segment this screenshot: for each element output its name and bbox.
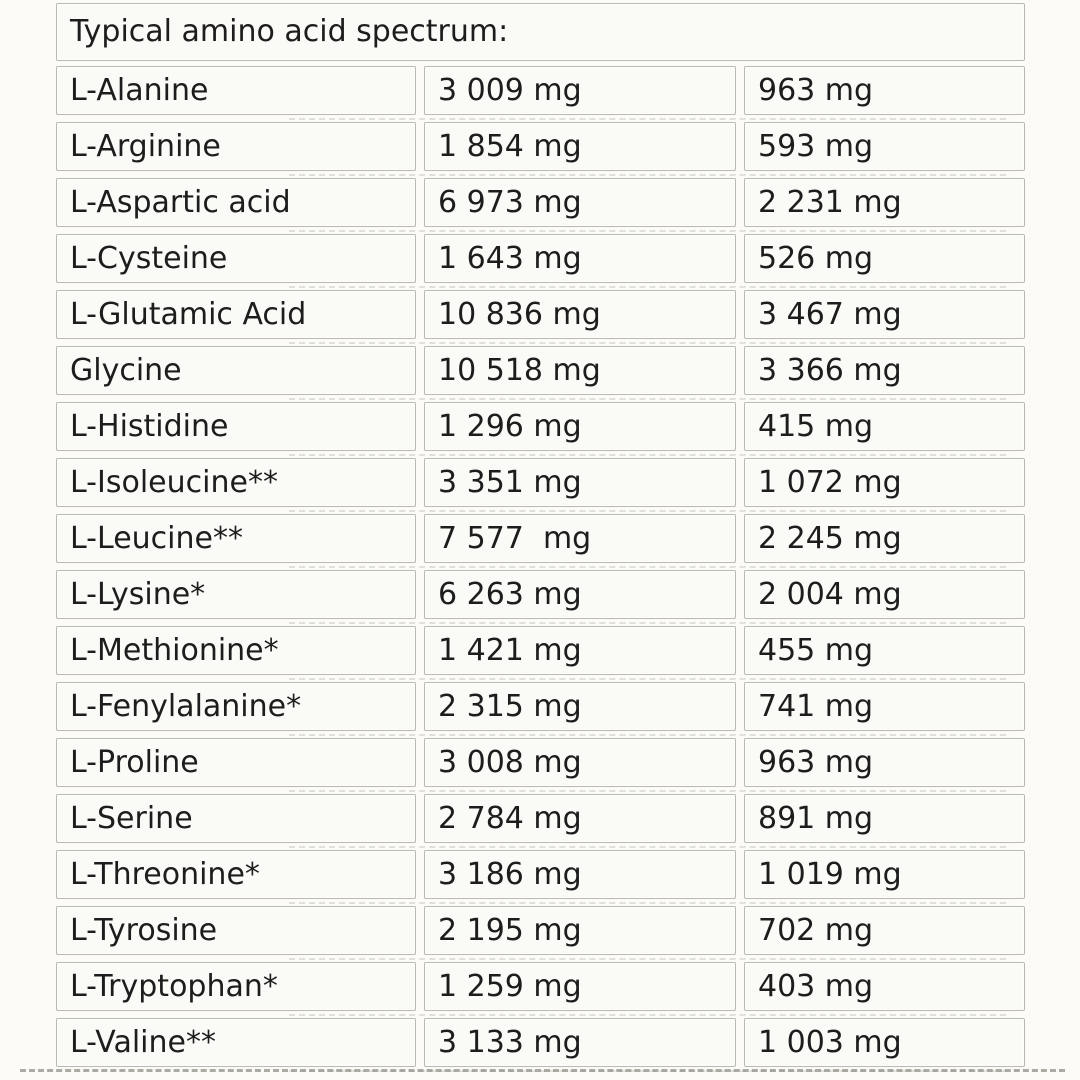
value2-cell: 403 mg	[744, 962, 1025, 1011]
table-row	[56, 738, 1025, 787]
value1-cell: 1 421 mg	[424, 626, 736, 675]
table-row	[56, 234, 1025, 283]
amino-acid-name-cell: L-Arginine	[56, 122, 416, 171]
value1-cell: 1 259 mg	[424, 962, 736, 1011]
value2-cell: 963 mg	[744, 66, 1025, 115]
table-title: Typical amino acid spectrum:	[56, 3, 1025, 61]
value2-cell: 2 245 mg	[744, 514, 1025, 563]
value2-cell: 741 mg	[744, 682, 1025, 731]
table-row	[56, 458, 1025, 507]
table-row	[56, 346, 1025, 395]
amino-acid-name-cell: L-Tyrosine	[56, 906, 416, 955]
value1-cell: 3 008 mg	[424, 738, 736, 787]
amino-acid-name-cell: L-Cysteine	[56, 234, 416, 283]
value1-cell: 1 854 mg	[424, 122, 736, 171]
value1-cell: 2 195 mg	[424, 906, 736, 955]
table-row	[56, 850, 1025, 899]
value2-cell: 702 mg	[744, 906, 1025, 955]
amino-acid-name-cell: L-Threonine*	[56, 850, 416, 899]
value2-cell: 455 mg	[744, 626, 1025, 675]
table-row	[56, 1018, 1025, 1067]
table-row	[56, 290, 1025, 339]
value2-cell: 3 366 mg	[744, 346, 1025, 395]
amino-acid-name-cell: L-Alanine	[56, 66, 416, 115]
amino-acid-name-cell: L-Histidine	[56, 402, 416, 451]
table-row	[56, 122, 1025, 171]
value1-cell: 10 518 mg	[424, 346, 736, 395]
value2-cell: 415 mg	[744, 402, 1025, 451]
table-row	[56, 682, 1025, 731]
amino-acid-name-cell: L-Isoleucine**	[56, 458, 416, 507]
amino-acid-name-cell: L-Methionine*	[56, 626, 416, 675]
table-row	[56, 962, 1025, 1011]
table-row	[56, 626, 1025, 675]
value2-cell: 891 mg	[744, 794, 1025, 843]
amino-acid-table	[56, 3, 1025, 1074]
amino-acid-name-cell: L-Fenylalanine*	[56, 682, 416, 731]
value2-cell: 963 mg	[744, 738, 1025, 787]
amino-acid-name-cell: L-Proline	[56, 738, 416, 787]
amino-acid-name-cell: L-Valine**	[56, 1018, 416, 1067]
value2-cell: 593 mg	[744, 122, 1025, 171]
value1-cell: 6 263 mg	[424, 570, 736, 619]
value1-cell: 10 836 mg	[424, 290, 736, 339]
value1-cell: 2 784 mg	[424, 794, 736, 843]
table-row	[56, 906, 1025, 955]
value1-cell: 3 351 mg	[424, 458, 736, 507]
table-row	[56, 402, 1025, 451]
value2-cell: 1 003 mg	[744, 1018, 1025, 1067]
value2-cell: 3 467 mg	[744, 290, 1025, 339]
table-title-row	[56, 3, 1025, 61]
value1-cell: 2 315 mg	[424, 682, 736, 731]
table-row	[56, 66, 1025, 115]
amino-acid-name-cell: L-Aspartic acid	[56, 178, 416, 227]
table-row	[56, 178, 1025, 227]
value1-cell: 6 973 mg	[424, 178, 736, 227]
value1-cell: 7 577 mg	[424, 514, 736, 563]
value1-cell: 3 133 mg	[424, 1018, 736, 1067]
table-row	[56, 794, 1025, 843]
table-bottom-edge	[20, 1069, 1065, 1072]
table-body	[56, 66, 1025, 1067]
amino-acid-name-cell: Glycine	[56, 346, 416, 395]
amino-acid-name-cell: L-Serine	[56, 794, 416, 843]
value2-cell: 2 004 mg	[744, 570, 1025, 619]
value2-cell: 1 072 mg	[744, 458, 1025, 507]
amino-acid-name-cell: L-Leucine**	[56, 514, 416, 563]
amino-acid-name-cell: L-Lysine*	[56, 570, 416, 619]
value2-cell: 1 019 mg	[744, 850, 1025, 899]
value1-cell: 1 296 mg	[424, 402, 736, 451]
value1-cell: 3 186 mg	[424, 850, 736, 899]
value2-cell: 526 mg	[744, 234, 1025, 283]
value1-cell: 1 643 mg	[424, 234, 736, 283]
value1-cell: 3 009 mg	[424, 66, 736, 115]
amino-acid-name-cell: L-Glutamic Acid	[56, 290, 416, 339]
value2-cell: 2 231 mg	[744, 178, 1025, 227]
table-row	[56, 570, 1025, 619]
table-row	[56, 514, 1025, 563]
amino-acid-name-cell: L-Tryptophan*	[56, 962, 416, 1011]
